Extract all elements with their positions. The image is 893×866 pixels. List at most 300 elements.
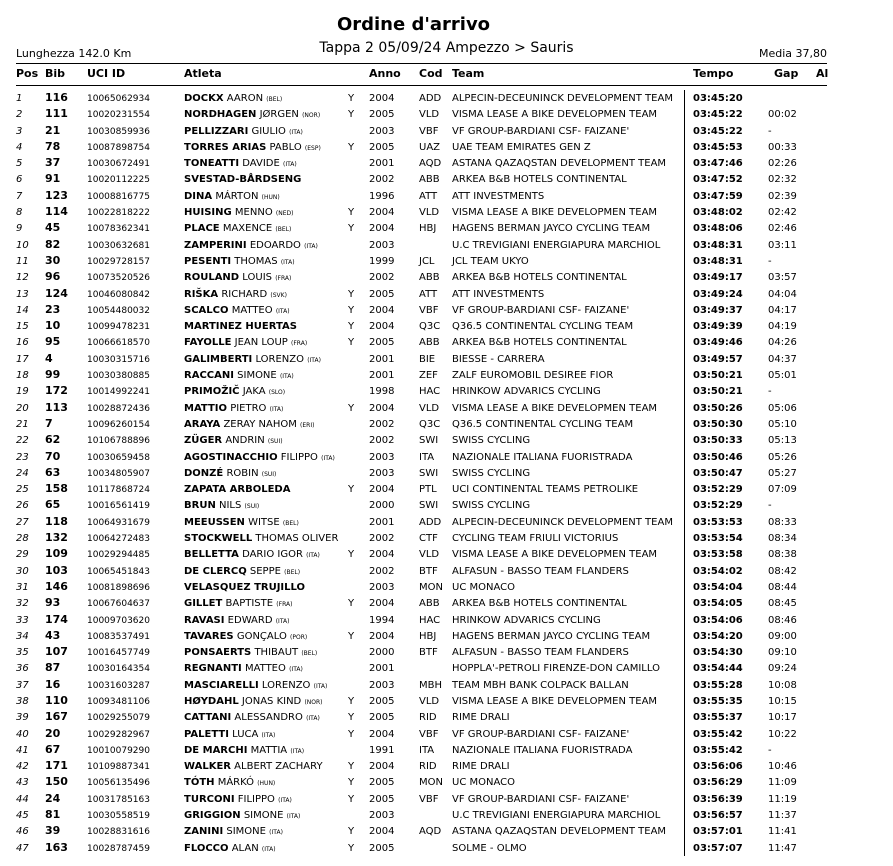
table-row (0, 238, 827, 254)
team-code-cell: ITA (419, 744, 435, 756)
team-code-cell: VLD (419, 402, 440, 414)
young-rider-flag: Y (348, 793, 355, 805)
table-row (0, 140, 827, 156)
team-name-cell: HRINKOW ADVARICS CYCLING (452, 614, 601, 626)
bib-cell: 45 (45, 221, 61, 235)
birth-year-cell: 2005 (369, 712, 395, 724)
birth-year-cell: 2004 (369, 484, 395, 496)
table-row (0, 710, 827, 726)
rank-cell: 27 (16, 516, 29, 528)
rank-cell: 14 (16, 304, 29, 316)
time-gap-cell: 11:09 (768, 777, 797, 789)
finish-time-cell: 03:45:20 (693, 93, 743, 104)
birth-year-cell: 2000 (369, 647, 395, 659)
team-code-cell: HBJ (419, 630, 437, 642)
athlete-surname: DE CLERCQ (184, 565, 247, 577)
athlete-surname: VELASQUEZ TRUJILLO (184, 581, 306, 593)
bib-cell: 87 (45, 661, 61, 675)
team-code-cell: ABB (419, 598, 440, 610)
team-code-cell: MBH (419, 679, 443, 691)
birth-year-cell: 2001 (369, 370, 395, 382)
athlete-given-name: RICHARD (221, 288, 268, 300)
athlete-nationality: (SUI) (244, 503, 260, 511)
athlete-given-name: NILS (219, 500, 242, 512)
stage-subtitle: Tappa 2 05/09/24 Ampezzo > Sauris (319, 40, 574, 56)
table-row (0, 172, 827, 188)
table-row (0, 824, 827, 840)
athlete-nationality: (ITA) (269, 829, 283, 837)
birth-year-cell: 1999 (369, 255, 395, 267)
uci-id-cell: 10083537491 (87, 631, 150, 642)
athlete-cell (184, 386, 285, 399)
time-gap-cell: 05:01 (768, 370, 797, 382)
team-code-cell: MON (419, 777, 443, 789)
time-gap-cell: 10:46 (768, 761, 797, 773)
table-row (0, 124, 827, 140)
athlete-surname: TURCONI (184, 793, 235, 805)
bib-cell: 91 (45, 172, 61, 186)
uci-id-cell: 10030315716 (87, 354, 150, 365)
birth-year-cell: 2002 (369, 435, 395, 447)
time-gap-cell: 10:17 (768, 712, 797, 724)
birth-year-cell: 2003 (369, 581, 395, 593)
athlete-surname: CATTANI (184, 712, 232, 724)
uci-id-cell: 10096260154 (87, 419, 150, 430)
table-row (0, 368, 827, 384)
team-name-cell: ALPECIN-DECEUNINCK DEVELOPMENT TEAM (452, 516, 673, 528)
rank-cell: 3 (16, 125, 23, 137)
uci-id-cell: 10065062934 (87, 94, 150, 104)
bib-cell: 24 (45, 791, 61, 805)
table-row (0, 401, 827, 417)
uci-id-cell: 10028831616 (87, 827, 150, 838)
bib-cell: 123 (45, 188, 68, 202)
rank-cell: 39 (16, 712, 29, 724)
team-name-cell: HAGENS BERMAN JAYCO CYCLING TEAM (452, 223, 651, 235)
athlete-given-name: BAPTISTE (225, 598, 274, 610)
rank-cell: 9 (16, 223, 23, 235)
uci-id-cell: 10016561419 (87, 501, 150, 512)
athlete-given-name: MATTEO (231, 304, 273, 316)
athlete-cell (184, 435, 283, 448)
rank-cell: 5 (16, 158, 23, 170)
table-row (0, 645, 827, 661)
athlete-cell (184, 582, 305, 595)
team-name-cell: JCL TEAM UKYO (452, 255, 529, 267)
athlete-given-name: EDOARDO (249, 239, 301, 251)
athlete-surname: PONSAERTS (184, 647, 252, 659)
finish-time-cell: 03:54:02 (693, 565, 743, 577)
uci-id-cell: 10008816775 (87, 191, 150, 202)
table-row (0, 205, 827, 221)
finish-time-cell: 03:50:47 (693, 467, 743, 479)
athlete-given-name: MATTEO (244, 663, 286, 675)
team-code-cell: SWI (419, 435, 439, 447)
team-code-cell: BIE (419, 353, 436, 365)
finish-time-cell: 03:48:31 (693, 255, 743, 267)
rank-cell: 30 (16, 565, 29, 577)
time-gap-cell: 11:37 (768, 810, 797, 822)
team-code-cell: UAZ (419, 141, 441, 153)
time-gap-cell: 04:19 (768, 321, 797, 333)
team-name-cell: ALFASUN - BASSO TEAM FLANDERS (452, 647, 629, 659)
rank-cell: 13 (16, 288, 29, 300)
athlete-surname: HØYDAHL (184, 695, 239, 707)
finish-time-cell: 03:49:24 (693, 288, 743, 300)
team-name-cell: SWISS CYCLING (452, 435, 531, 447)
team-code-cell: CTF (419, 533, 438, 545)
young-rider-flag: Y (348, 777, 355, 789)
team-name-cell: RIME DRALI (452, 761, 510, 773)
athlete-nationality: (BEL) (282, 519, 299, 527)
uci-id-cell: 10030659458 (87, 452, 150, 463)
team-name-cell: VF GROUP-BARDIANI CSF- FAIZANE' (452, 793, 630, 805)
time-gap-cell: 05:27 (768, 467, 797, 479)
finish-time-cell: 03:54:44 (693, 663, 743, 675)
team-code-cell: VBF (419, 304, 439, 316)
team-code-cell: SWI (419, 500, 439, 512)
athlete-surname: DINA (184, 190, 213, 202)
stage-distance: Lunghezza 142.0 Km (16, 47, 132, 60)
finish-time-cell: 03:54:20 (693, 630, 743, 642)
athlete-nationality: (ITA) (275, 617, 290, 625)
athlete-given-name: MENNO (234, 207, 273, 219)
rank-cell: 28 (16, 533, 29, 545)
uci-id-cell: 10029294485 (87, 550, 150, 561)
finish-time-cell: 03:48:06 (693, 223, 743, 235)
bib-cell: 116 (45, 91, 68, 104)
team-name-cell: U.C TREVIGIANI ENERGIAPURA MARCHIOL (452, 810, 661, 822)
uci-id-cell: 10064931679 (87, 517, 150, 528)
uci-id-cell: 10009703620 (87, 615, 150, 626)
athlete-cell (184, 794, 292, 807)
finish-time-cell: 03:48:31 (693, 239, 743, 251)
table-row (0, 759, 827, 775)
birth-year-cell: 2003 (369, 125, 395, 137)
uci-id-cell: 10054480032 (87, 305, 150, 316)
team-name-cell: ATT INVESTMENTS (452, 190, 545, 202)
rank-cell: 7 (16, 190, 23, 202)
col-header-time: Tempo (693, 67, 734, 80)
team-name-cell: ARKEA B&B HOTELS CONTINENTAL (452, 174, 627, 186)
team-code-cell: Q3C (419, 321, 441, 333)
athlete-cell (184, 810, 300, 823)
athlete-cell (184, 598, 292, 611)
athlete-cell (184, 745, 304, 758)
athlete-surname: PESENTI (184, 255, 232, 267)
athlete-surname: GALIMBERTI (184, 353, 253, 365)
col-header-pos: Pos (16, 67, 39, 80)
athlete-nationality: (ITA) (261, 845, 276, 853)
finish-time-cell: 03:50:30 (693, 418, 743, 430)
athlete-surname: GILLET (184, 598, 223, 610)
bib-cell: 4 (45, 351, 53, 365)
rank-cell: 18 (16, 370, 29, 382)
bib-cell: 95 (45, 335, 61, 349)
birth-year-cell: 2005 (369, 141, 395, 153)
rank-cell: 1 (16, 93, 23, 104)
bib-cell: 65 (45, 498, 61, 512)
team-code-cell: ABB (419, 174, 440, 186)
athlete-cell (184, 354, 321, 367)
uci-id-cell: 10065451843 (87, 566, 150, 577)
athlete-surname: ZAPATA ARBOLEDA (184, 484, 291, 496)
athlete-nationality: (ITA) (306, 715, 320, 723)
team-name-cell: ATT INVESTMENTS (452, 288, 545, 300)
time-gap-cell: 11:19 (768, 793, 797, 805)
athlete-cell (184, 712, 320, 725)
athlete-given-name: AARON (226, 93, 264, 104)
finish-time-cell: 03:50:21 (693, 370, 743, 382)
bib-cell: 99 (45, 368, 61, 382)
athlete-surname: ARAYA (184, 418, 221, 430)
athlete-surname: PALETTI (184, 728, 229, 740)
athlete-given-name: JØRGEN (259, 109, 299, 121)
team-name-cell: VF GROUP-BARDIANI CSF- FAIZANE' (452, 125, 630, 137)
table-row (0, 515, 827, 531)
finish-time-cell: 03:56:39 (693, 793, 743, 805)
athlete-given-name: PABLO (269, 141, 302, 153)
team-name-cell: VISMA LEASE A BIKE DEVELOPMEN TEAM (452, 549, 658, 561)
bib-cell: 171 (45, 759, 68, 773)
table-row (0, 775, 827, 791)
athlete-nationality: (ITA) (269, 405, 284, 413)
finish-time-cell: 03:52:29 (693, 484, 743, 496)
athlete-nationality: (SVK) (270, 291, 287, 299)
finish-time-cell: 03:53:58 (693, 549, 743, 561)
athlete-nationality: (FRA) (275, 275, 292, 283)
bib-cell: 67 (45, 742, 61, 756)
time-gap-cell: 04:04 (768, 288, 797, 300)
uci-id-cell: 10014992241 (87, 387, 150, 398)
athlete-cell (184, 484, 290, 497)
table-row (0, 792, 827, 808)
time-gap-cell: 02:39 (768, 190, 797, 202)
bib-cell: 78 (45, 139, 61, 153)
finish-time-cell: 03:53:53 (693, 516, 743, 528)
rank-cell: 11 (16, 255, 29, 267)
athlete-surname: BRUN (184, 500, 216, 512)
finish-time-cell: 03:56:29 (693, 777, 743, 789)
athlete-surname: MASCIARELLI (184, 679, 259, 691)
athlete-surname: FAYOLLE (184, 337, 232, 349)
athlete-surname: PELLIZZARI (184, 125, 249, 137)
athlete-given-name: GIULIO (251, 125, 286, 137)
young-rider-flag: Y (348, 109, 355, 121)
bib-cell: 39 (45, 824, 61, 838)
rank-cell: 2 (16, 109, 23, 121)
bib-cell: 109 (45, 547, 68, 561)
athlete-given-name: ZERAY NAHOM (223, 418, 297, 430)
athlete-cell (184, 729, 275, 742)
bib-cell: 70 (45, 449, 61, 463)
athlete-cell (184, 663, 303, 676)
table-row (0, 808, 827, 824)
rank-cell: 41 (16, 744, 29, 756)
uci-id-cell: 10078362341 (87, 224, 150, 235)
athlete-surname: HUISING (184, 207, 232, 219)
average-speed: Media 37,80 (759, 47, 828, 60)
rank-cell: 8 (16, 207, 23, 219)
young-rider-flag: Y (348, 223, 355, 235)
time-gap-cell: 04:17 (768, 304, 797, 316)
athlete-nationality: (SUI) (267, 438, 283, 446)
rank-cell: 12 (16, 272, 29, 284)
athlete-cell (184, 680, 327, 693)
table-row (0, 564, 827, 580)
athlete-nationality: (ITA) (283, 161, 297, 169)
athlete-cell (184, 223, 291, 236)
time-gap-cell: 03:57 (768, 272, 797, 284)
table-row (0, 743, 827, 759)
athlete-cell (184, 566, 300, 579)
table-row (0, 287, 827, 303)
table-row (0, 91, 827, 107)
rank-cell: 22 (16, 435, 29, 447)
bib-cell: 16 (45, 677, 61, 691)
table-row (0, 270, 827, 286)
bib-cell: 103 (45, 563, 68, 577)
time-gap-cell: - (768, 125, 772, 137)
rank-cell: 46 (16, 826, 29, 838)
uci-id-cell: 10066618570 (87, 338, 150, 349)
time-gap-cell: 09:10 (768, 647, 797, 659)
athlete-given-name: JAKA (242, 386, 266, 398)
finish-time-cell: 03:47:46 (693, 158, 743, 170)
finish-time-cell: 03:47:52 (693, 174, 743, 186)
team-code-cell: MON (419, 581, 443, 593)
page-title: Ordine d'arrivo (336, 14, 491, 35)
results-table (0, 91, 827, 857)
athlete-surname: DOCKX (184, 93, 224, 104)
athlete-nationality: (BEL) (284, 568, 301, 576)
athlete-nationality: (SUI) (261, 470, 277, 478)
athlete-nationality: (ITA) (313, 682, 328, 690)
team-code-cell: SWI (419, 467, 439, 479)
team-name-cell: BIESSE - CARRERA (452, 353, 545, 365)
team-code-cell: HBJ (419, 223, 437, 235)
bib-cell: 113 (45, 400, 68, 414)
athlete-surname: TORRES ARIAS (184, 141, 267, 153)
header-top-rule (16, 63, 827, 64)
team-code-cell: BTF (419, 647, 438, 659)
athlete-cell (184, 370, 294, 383)
table-row (0, 335, 827, 351)
athlete-surname: TAVARES (184, 630, 234, 642)
finish-time-cell: 03:55:28 (693, 679, 743, 691)
young-rider-flag: Y (348, 207, 355, 219)
table-row (0, 531, 827, 547)
uci-id-cell: 10030859936 (87, 126, 150, 137)
finish-time-cell: 03:49:37 (693, 304, 743, 316)
uci-id-cell: 10106788896 (87, 436, 150, 447)
athlete-cell (184, 403, 283, 416)
athlete-surname: SVESTAD-BÅRDSENG (184, 174, 302, 186)
team-code-cell: BTF (419, 565, 438, 577)
finish-time-cell: 03:57:07 (693, 842, 743, 854)
athlete-given-name: SIMONE (243, 810, 284, 822)
young-rider-flag: Y (348, 484, 355, 496)
team-name-cell: UAE TEAM EMIRATES GEN Z (452, 141, 591, 153)
birth-year-cell: 2002 (369, 272, 395, 284)
uci-id-cell: 10029728157 (87, 256, 150, 267)
team-code-cell: VLD (419, 695, 440, 707)
bib-cell: 43 (45, 628, 61, 642)
time-gap-cell: 08:33 (768, 516, 797, 528)
uci-id-cell: 10010079290 (87, 745, 150, 756)
athlete-surname: MATTIO (184, 402, 228, 414)
bib-cell: 96 (45, 270, 61, 284)
time-gap-cell: 02:32 (768, 174, 797, 186)
uci-id-cell: 10020231554 (87, 110, 150, 121)
rank-cell: 16 (16, 337, 29, 349)
team-name-cell: VF GROUP-BARDIANI CSF- FAIZANE' (452, 728, 630, 740)
finish-time-cell: 03:53:54 (693, 533, 743, 545)
athlete-given-name: FILIPPO (280, 451, 318, 463)
col-header-uci-id: UCI ID (87, 67, 126, 80)
team-name-cell: ARKEA B&B HOTELS CONTINENTAL (452, 272, 627, 284)
bib-cell: 111 (45, 107, 68, 121)
team-code-cell: ZEF (419, 370, 438, 382)
athlete-surname: GRIGGION (184, 810, 241, 822)
athlete-nationality: (BEL) (275, 226, 292, 234)
athlete-given-name: MATTIA (250, 744, 288, 756)
team-name-cell: ALPECIN-DECEUNINCK DEVELOPMENT TEAM (452, 93, 673, 104)
athlete-given-name: SEPPE (249, 565, 281, 577)
time-gap-cell: - (768, 386, 772, 398)
athlete-cell (184, 761, 323, 774)
athlete-nationality: (ITA) (278, 796, 292, 804)
athlete-nationality: (BEL) (266, 96, 283, 103)
col-header-extra: Al (816, 67, 829, 80)
athlete-surname: BELLETTA (184, 549, 239, 561)
team-code-cell: ABB (419, 337, 440, 349)
birth-year-cell: 2002 (369, 418, 395, 430)
athlete-given-name: THOMAS OLIVER (255, 533, 339, 545)
birth-year-cell: 2004 (369, 321, 395, 333)
athlete-given-name: MÁRKÓ (217, 777, 255, 789)
team-name-cell: UC MONACO (452, 777, 515, 789)
athlete-surname: RIŠKA (184, 288, 219, 300)
table-row (0, 661, 827, 677)
uci-id-cell: 10087898754 (87, 142, 150, 153)
team-code-cell: AQD (419, 158, 442, 170)
birth-year-cell: 2004 (369, 761, 395, 773)
birth-year-cell: 2002 (369, 533, 395, 545)
athlete-cell (184, 500, 259, 513)
athlete-cell (184, 843, 276, 856)
athlete-cell (184, 631, 307, 644)
time-gap-cell: 10:22 (768, 728, 797, 740)
col-header-athlete: Atleta (184, 67, 222, 80)
athlete-nationality: (ITA) (279, 373, 294, 381)
time-gap-cell: 08:38 (768, 549, 797, 561)
team-name-cell: SWISS CYCLING (452, 500, 531, 512)
finish-time-cell: 03:52:29 (693, 500, 743, 512)
table-row (0, 303, 827, 319)
bib-cell: 23 (45, 302, 61, 316)
uci-id-cell: 10056135496 (87, 778, 150, 789)
team-name-cell: NAZIONALE ITALIANA FUORISTRADA (452, 744, 633, 756)
time-gap-cell: - (768, 500, 772, 512)
rank-cell: 44 (16, 793, 29, 805)
table-row (0, 319, 827, 335)
athlete-cell (184, 256, 295, 269)
athlete-surname: SCALCO (184, 304, 229, 316)
bib-cell: 82 (45, 237, 61, 251)
bib-cell: 146 (45, 579, 68, 593)
time-gap-cell: 02:42 (768, 207, 797, 219)
